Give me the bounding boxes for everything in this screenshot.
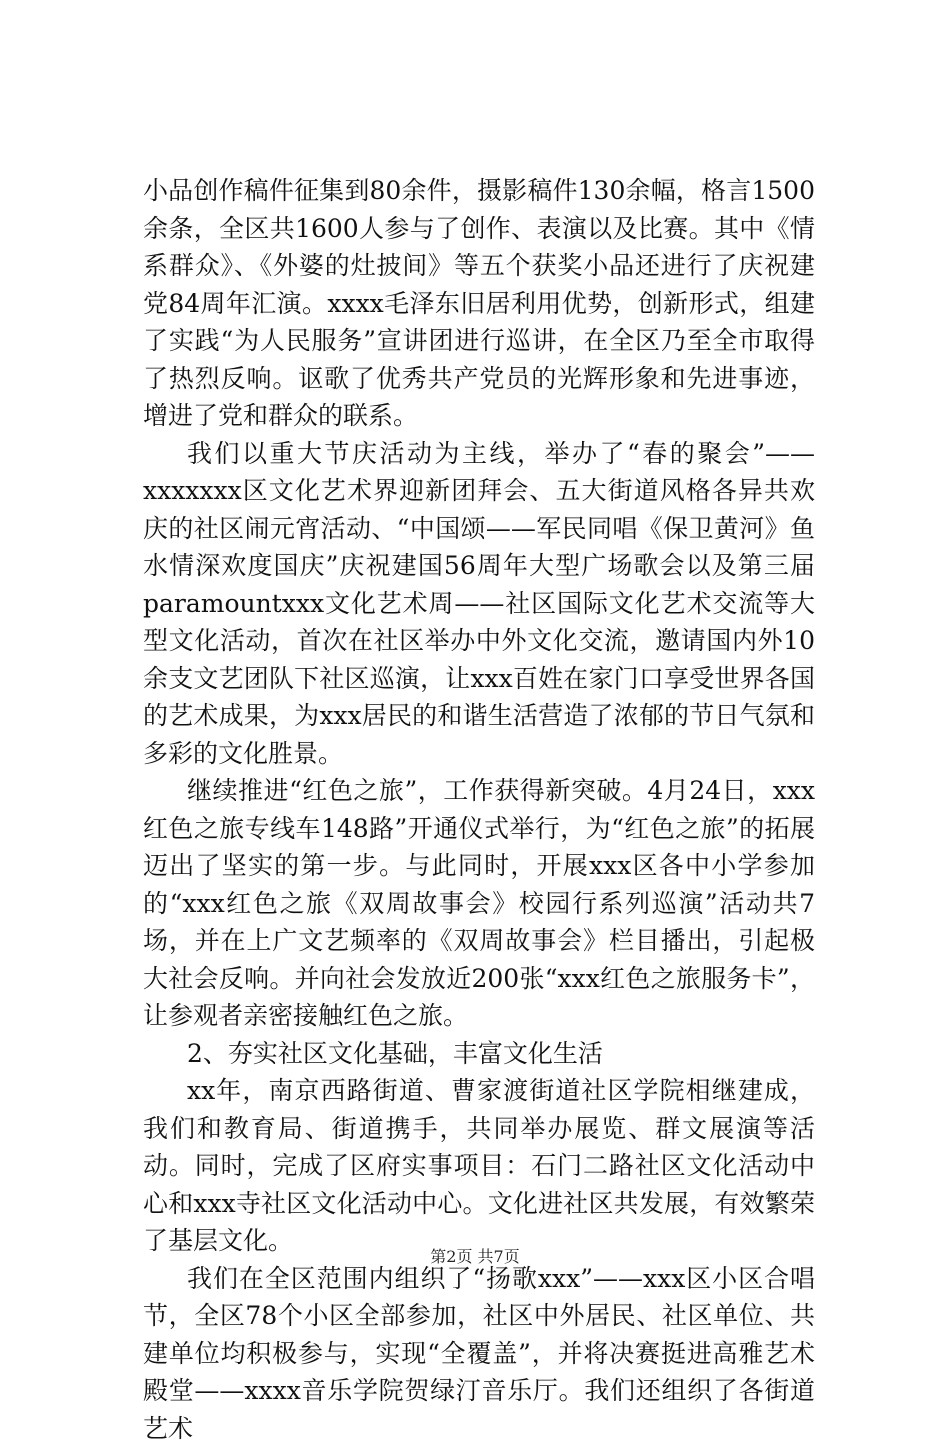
paragraph-red-tour: 继续推进“红色之旅”，工作获得新突破。4月24日，xxx红色之旅专线车148路”开通仪式举行，为“红色之旅”的拓展迈出了坚实的第一步。与此同时，开展xxx区各中小学参加的“xxx红色之旅《双周故事会》校园行系列巡演”活动共7场，并在上广文艺频率的《双周故事会》栏目播出，引起极大社会反响。并向社会发放近200张“xxx红色之旅服务卡”，让参观者亲密接触红色之旅。 bbox=[143, 772, 815, 1035]
paragraph-creative-works: 小品创作稿件征集到80余件，摄影稿件130余幅，格言1500余条，全区共1600人参与了创作、表演以及比赛。其中《情系群众》、《外婆的灶披间》等五个获奖小品还进行了庆祝建党84周年汇演。xxxx毛泽东旧居利用优势，创新形式，组建了实践“为人民服务”宣讲团进行巡讲，在全区乃至全市取得了热烈反响。讴歌了优秀共产党员的光辉形象和先进事迹，增进了党和群众的联系。 bbox=[143, 172, 815, 435]
paragraph-community-college: xx年，南京西路街道、曹家渡街道社区学院相继建成，我们和教育局、街道携手，共同举办展览、群文展演等活动。同时，完成了区府实事项目：石门二路社区文化活动中心和xxx寺社区文化活动中心。文化进社区共发展，有效繁荣了基层文化。 bbox=[143, 1072, 815, 1260]
paragraph-choir-festival: 我们在全区范围内组织了“扬歌xxx”——xxx区小区合唱节，全区78个小区全部参加，社区中外居民、社区单位、共建单位均积极参与，实现“全覆盖”，并将决赛挺进高雅艺术殿堂——xxxx音乐学院贺绿汀音乐厅。我们还组织了各街道艺术 bbox=[143, 1260, 815, 1447]
paragraph-festival-activities: 我们以重大节庆活动为主线，举办了“春的聚会”——xxxxxxx区文化艺术界迎新团拜会、五大街道风格各异共欢庆的社区闹元宵活动、“中国颂——军民同唱《保卫黄河》鱼水情深欢度国庆”庆祝建国56周年大型广场歌会以及第三届paramountxxx文化艺术周——社区国际文化艺术交流等大型文化活动，首次在社区举办中外文化交流，邀请国内外10余支文艺团队下社区巡演，让xxx百姓在家门口享受世界各国的艺术成果，为xxx居民的和谐生活营造了浓郁的节日气氛和多彩的文化胜景。 bbox=[143, 435, 815, 773]
page-number-footer: 第2页 共7页 bbox=[0, 1244, 950, 1267]
section-heading-community-culture: 2、夯实社区文化基础，丰富文化生活 bbox=[143, 1035, 815, 1073]
